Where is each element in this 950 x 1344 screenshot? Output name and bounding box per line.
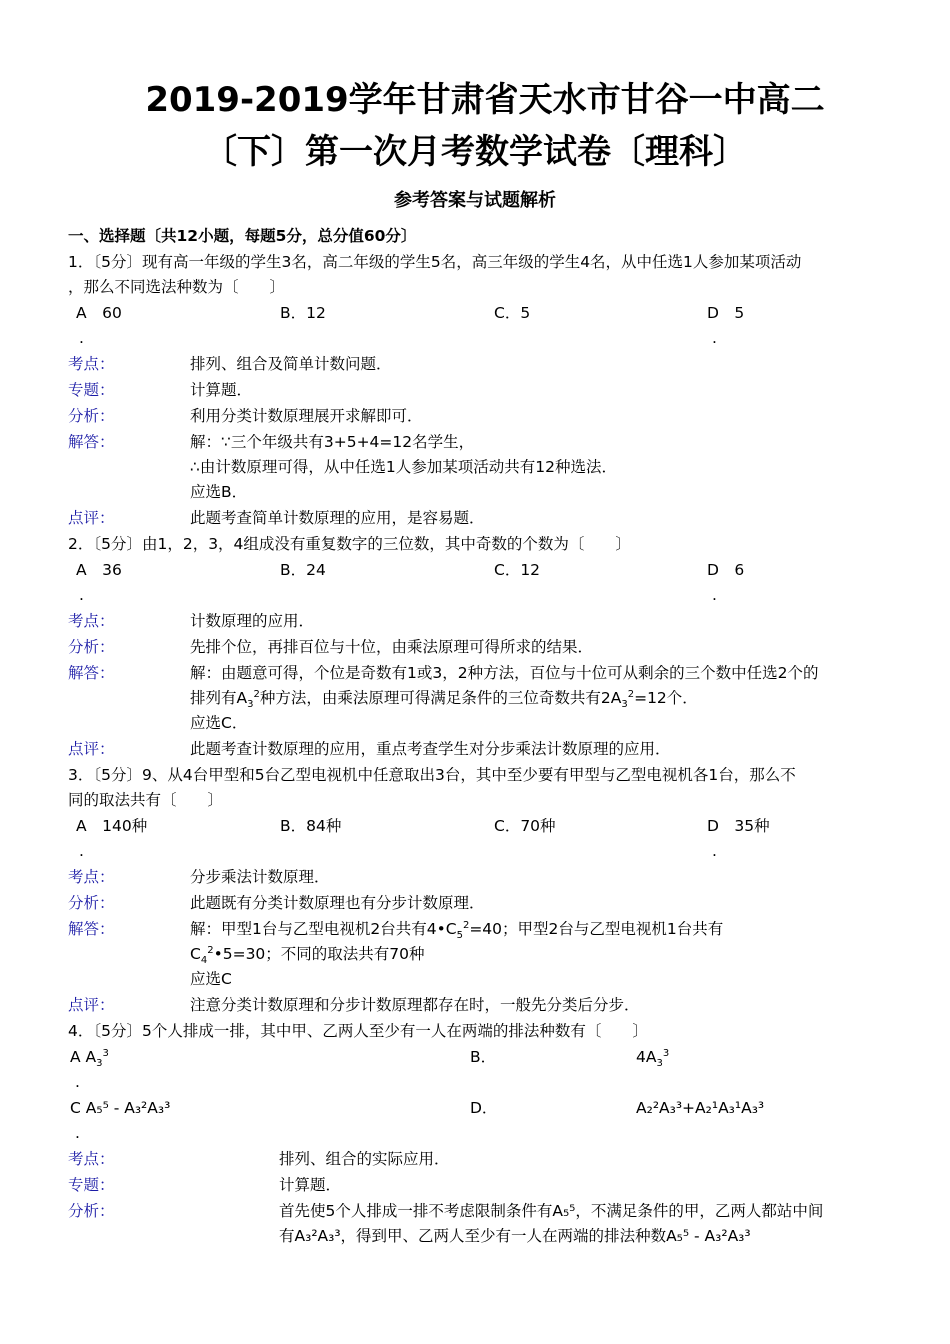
q2-dianping-label: 点评： (68, 740, 115, 758)
q4-zhuanti-text: 计算题． (279, 1176, 342, 1194)
q3-jieda-line1: 解：甲型1台与乙型电视机2台共有$4•C_5^2=40$；甲型2台与乙型电视机1台共有 (190, 919, 724, 942)
q4-option-d-expr: A₂²A₃³+A₂¹A₃¹A₃³ (636, 1099, 765, 1117)
q1-option-a: A 60 (76, 304, 122, 322)
q1-option-b: B．12 (280, 304, 326, 322)
q4-option-d-letter: D． (470, 1099, 498, 1117)
q1-dianping-text: 此题考查简单计数原理的应用，是容易题． (190, 509, 485, 527)
q1-jieda-label: 解答： (68, 433, 115, 451)
q3-jieda-line2: $C_4^2•5=30$；不同的取法共有70种 (190, 944, 425, 967)
q2-option-c: C．12 (494, 561, 541, 579)
page-title-line2: 〔下〕第一次月考数学试卷〔理科〕 (203, 132, 747, 172)
q4-kaodian-label: 考点： (68, 1150, 115, 1168)
q3-jieda-line3: 应选C (190, 970, 232, 988)
q4-option-b-expr: $4A_3^3$ (636, 1047, 670, 1070)
q1-zhuanti-label: 专题： (68, 381, 115, 399)
q2-jieda-label: 解答： (68, 664, 115, 682)
q4-option-a-dot: . (75, 1073, 80, 1091)
q3-jieda-label: 解答： (68, 920, 115, 938)
q3-option-d-dot: . (712, 842, 717, 860)
q3-dianping-label: 点评： (68, 996, 115, 1014)
q3-kaodian-text: 分步乘法计数原理． (190, 868, 330, 886)
q2-jieda-line3: 应选C． (190, 714, 248, 732)
q3-kaodian-label: 考点： (68, 868, 115, 886)
q1-fenxi-label: 分析： (68, 407, 115, 425)
q3-option-b: B．84种 (280, 817, 342, 835)
q2-kaodian-label: 考点： (68, 612, 115, 630)
q3-fenxi-text: 此题既有分类计数原理也有分步计数原理． (190, 894, 485, 912)
q3-option-a-dot: . (79, 842, 84, 860)
q3-option-d: D 35种 (707, 817, 770, 835)
q4-zhuanti-label: 专题： (68, 1176, 115, 1194)
q2-option-b: B．24 (280, 561, 326, 579)
q2-option-a: A 36 (76, 561, 122, 579)
q1-option-c: C．5 (494, 304, 531, 322)
q3-dianping-text: 注意分类计数原理和分步计数原理都存在时，一般先分类后分步． (190, 996, 640, 1014)
q4-fenxi-line2: 有A₃²A₃³，得到甲、乙两人至少有一人在两端的排法种数A₅⁵ - A₃²A₃³ (279, 1227, 751, 1245)
q2-option-d: D 6 (707, 561, 745, 579)
q4-fenxi-line1: 首先使5个人排成一排不考虑限制条件有A₅⁵，不满足条件的甲，乙两人都站中间 (279, 1202, 824, 1220)
q3-fenxi-label: 分析： (68, 894, 115, 912)
q4-kaodian-text: 排列、组合的实际应用． (279, 1150, 450, 1168)
q2-dianping-text: 此题考查计数原理的应用，重点考查学生对分步乘法计数原理的应用． (190, 740, 671, 758)
q1-stem-line2: ，那么不同选法种数为〔 〕 (68, 278, 286, 296)
q4-option-c: C A₅⁵ - A₃²A₃³ (70, 1099, 171, 1117)
q2-fenxi-text: 先排个位，再排百位与十位，由乘法原理可得所求的结果． (190, 638, 594, 656)
q1-fenxi-text: 利用分类计数原理展开求解即可． (190, 407, 423, 425)
section-heading: 一、选择题〔共12小题，每题5分，总分值60分〕 (68, 227, 417, 245)
q2-option-d-dot: . (712, 586, 717, 604)
q2-kaodian-text: 计数原理的应用． (190, 612, 315, 630)
page-title-line1: 2019-2019学年甘肃省天水市甘谷一中高二 (145, 80, 825, 120)
q3-option-c: C．70种 (494, 817, 556, 835)
q1-option-d-dot: . (712, 329, 717, 347)
q1-zhuanti-text: 计算题． (190, 381, 253, 399)
q4-option-b-letter: B． (470, 1048, 497, 1066)
q1-jieda-line1: 解：∵三个年级共有3+5+4=12名学生， (190, 433, 475, 451)
q3-option-a: A 140种 (76, 817, 148, 835)
q3-stem-line2: 同的取法共有〔 〕 (68, 791, 224, 809)
page-subtitle: 参考答案与试题解析 (394, 190, 556, 211)
q4-stem: 4．〔5分〕5个人排成一排，其中甲、乙两人至少有一人在两端的排法种数有〔 〕 (68, 1022, 648, 1040)
q1-kaodian-label: 考点： (68, 355, 115, 373)
q4-option-a: A $A_3^3$ (70, 1047, 109, 1070)
q4-fenxi-label: 分析： (68, 1202, 115, 1220)
q4-option-c-dot: . (75, 1124, 80, 1142)
q2-option-a-dot: . (79, 586, 84, 604)
q2-jieda-line1: 解：由题意可得，个位是奇数有1或3，2种方法，百位与十位可从剩余的三个数中任选2个的 (190, 664, 819, 682)
q1-kaodian-text: 排列、组合及简单计数问题． (190, 355, 392, 373)
q2-fenxi-label: 分析： (68, 638, 115, 656)
q2-jieda-line2: 排列有$A_3^2$种方法，由乘法原理可得满足条件的三位奇数共有$2A_3^2=12$个． (190, 688, 698, 711)
q1-option-a-dot: . (79, 329, 84, 347)
q1-dianping-label: 点评： (68, 509, 115, 527)
q1-jieda-line2: ∴由计数原理可得，从中任选1人参加某项活动共有12种选法． (190, 458, 617, 476)
q3-stem-line1: 3．〔5分〕9、从4台甲型和5台乙型电视机中任意取出3台，其中至少要有甲型与乙型电视机各1台，那么不 (68, 766, 796, 784)
q1-option-d: D 5 (707, 304, 745, 322)
q1-stem-line1: 1．〔5分〕现有高一年级的学生3名，高二年级的学生5名，高三年级的学生4名，从中任选1人参加某项活动 (68, 253, 802, 271)
q2-stem: 2．〔5分〕由1，2，3，4组成没有重复数字的三位数，其中奇数的个数为〔 〕 (68, 535, 631, 553)
q1-jieda-line3: 应选B． (190, 483, 248, 501)
